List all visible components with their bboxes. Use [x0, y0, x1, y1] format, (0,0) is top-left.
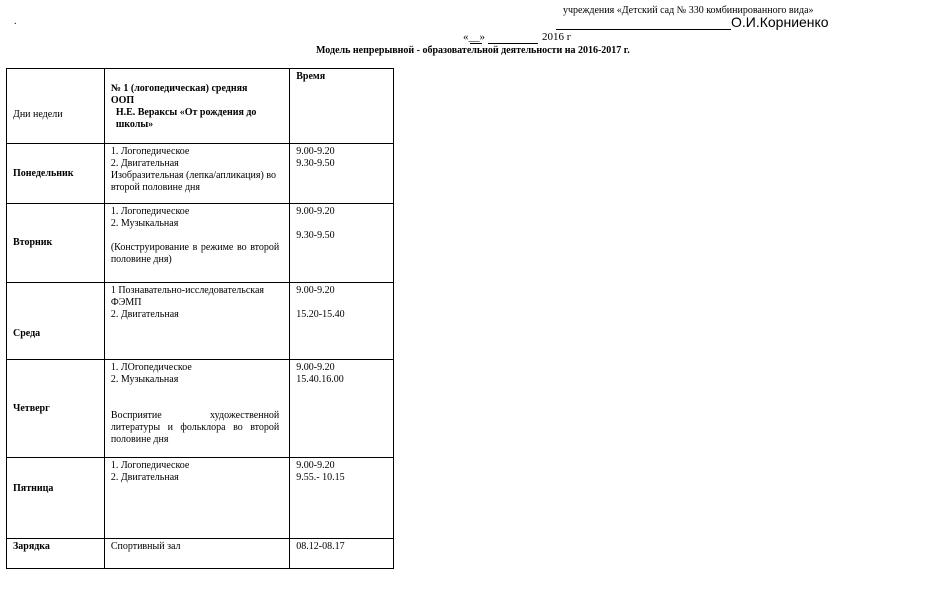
- times-exercise: [290, 539, 394, 569]
- activities-monday: [104, 144, 289, 204]
- day-tuesday: Вторник: [7, 204, 105, 283]
- group-program: ООП: [110, 95, 135, 106]
- time-slot: 9.30-9.50: [296, 230, 335, 241]
- time-slot: 08.12-08.17: [296, 541, 345, 552]
- time-slot: 9.00-9.20: [296, 460, 335, 471]
- time-slot: 9.55.- 10.15: [296, 472, 345, 483]
- table-row: [7, 204, 394, 283]
- time-slot: 9.30-9.50: [296, 158, 335, 169]
- day-wednesday: Среда: [7, 283, 105, 360]
- activity-item: Спортивный зал: [110, 541, 181, 552]
- activity-item: Восприятие художественной литературы и фольклора во второй половине дня: [110, 410, 280, 445]
- time-slot: 9.00-9.20: [296, 285, 335, 296]
- table-row: [7, 539, 394, 569]
- activity-item: 2. Двигательная: [110, 472, 179, 483]
- activities-exercise: [104, 539, 289, 569]
- activity-item: Изобразительная (лепка/апликация) во второй половине дня: [110, 170, 276, 193]
- group-name: № 1 (логопедическая) средняя: [110, 83, 248, 94]
- activities-friday: [104, 458, 289, 539]
- time-slot: 9.00-9.20: [296, 362, 335, 373]
- activity-item: 1. Логопедическое: [110, 146, 190, 157]
- stray-dot: .: [14, 16, 17, 27]
- day-exercise: Зарядка: [7, 539, 105, 569]
- times-friday: [290, 458, 394, 539]
- date-month-blank: [488, 43, 538, 44]
- header-days: Дни недели: [7, 69, 105, 144]
- time-slot: 9.00-9.20: [296, 206, 335, 217]
- time-slot: 15.20-15.40: [296, 309, 345, 320]
- activity-item: (Конструирование в режиме во второй половине дня): [110, 242, 280, 265]
- date-day-blank: [470, 43, 482, 44]
- group-program-author: Н.Е. Вераксы «От рождения до школы»: [115, 107, 257, 130]
- activity-item: 2. Музыкальная: [110, 218, 179, 229]
- table-row: [7, 458, 394, 539]
- day-thursday: Четверг: [7, 360, 105, 458]
- activity-item: 1. Логопедическое: [110, 460, 190, 471]
- time-slot: 9.00-9.20: [296, 146, 335, 157]
- activity-item: 2. Музыкальная: [110, 374, 179, 385]
- table-row: [7, 144, 394, 204]
- header-time: Время: [290, 69, 394, 144]
- day-monday: Понедельник: [7, 144, 105, 204]
- activities-wednesday: [104, 283, 289, 360]
- activities-thursday: [104, 360, 289, 458]
- activity-item: 1. ЛОгопедическое: [110, 362, 192, 373]
- date-year: 2016 г: [542, 31, 572, 43]
- date-day-placeholder: «__»: [463, 31, 485, 43]
- activity-item: 2. Двигательная: [110, 309, 179, 320]
- schedule-table: [6, 68, 394, 569]
- table-header-row: [7, 69, 394, 144]
- activity-item: 2. Двигательная: [110, 158, 179, 169]
- table-row: [7, 360, 394, 458]
- times-thursday: [290, 360, 394, 458]
- document-title: Модель непрерывной - образовательной деятельности на 2016-2017 г.: [316, 45, 630, 56]
- times-monday: [290, 144, 394, 204]
- times-wednesday: [290, 283, 394, 360]
- activity-item: 1 Познавательно-исследовательская ФЭМП: [110, 285, 265, 308]
- activities-tuesday: [104, 204, 289, 283]
- signature-line: [556, 29, 731, 30]
- header-group: [104, 69, 289, 144]
- time-slot: 15.40.16.00: [296, 374, 344, 385]
- table-row: [7, 283, 394, 360]
- signature-name: О.И.Корниенко: [731, 14, 829, 30]
- day-friday: Пятница: [7, 458, 105, 539]
- times-tuesday: [290, 204, 394, 283]
- activity-item: 1. Логопедическое: [110, 206, 190, 217]
- institution-line: учреждения «Детский сад № 330 комбинированного вида»: [563, 5, 814, 16]
